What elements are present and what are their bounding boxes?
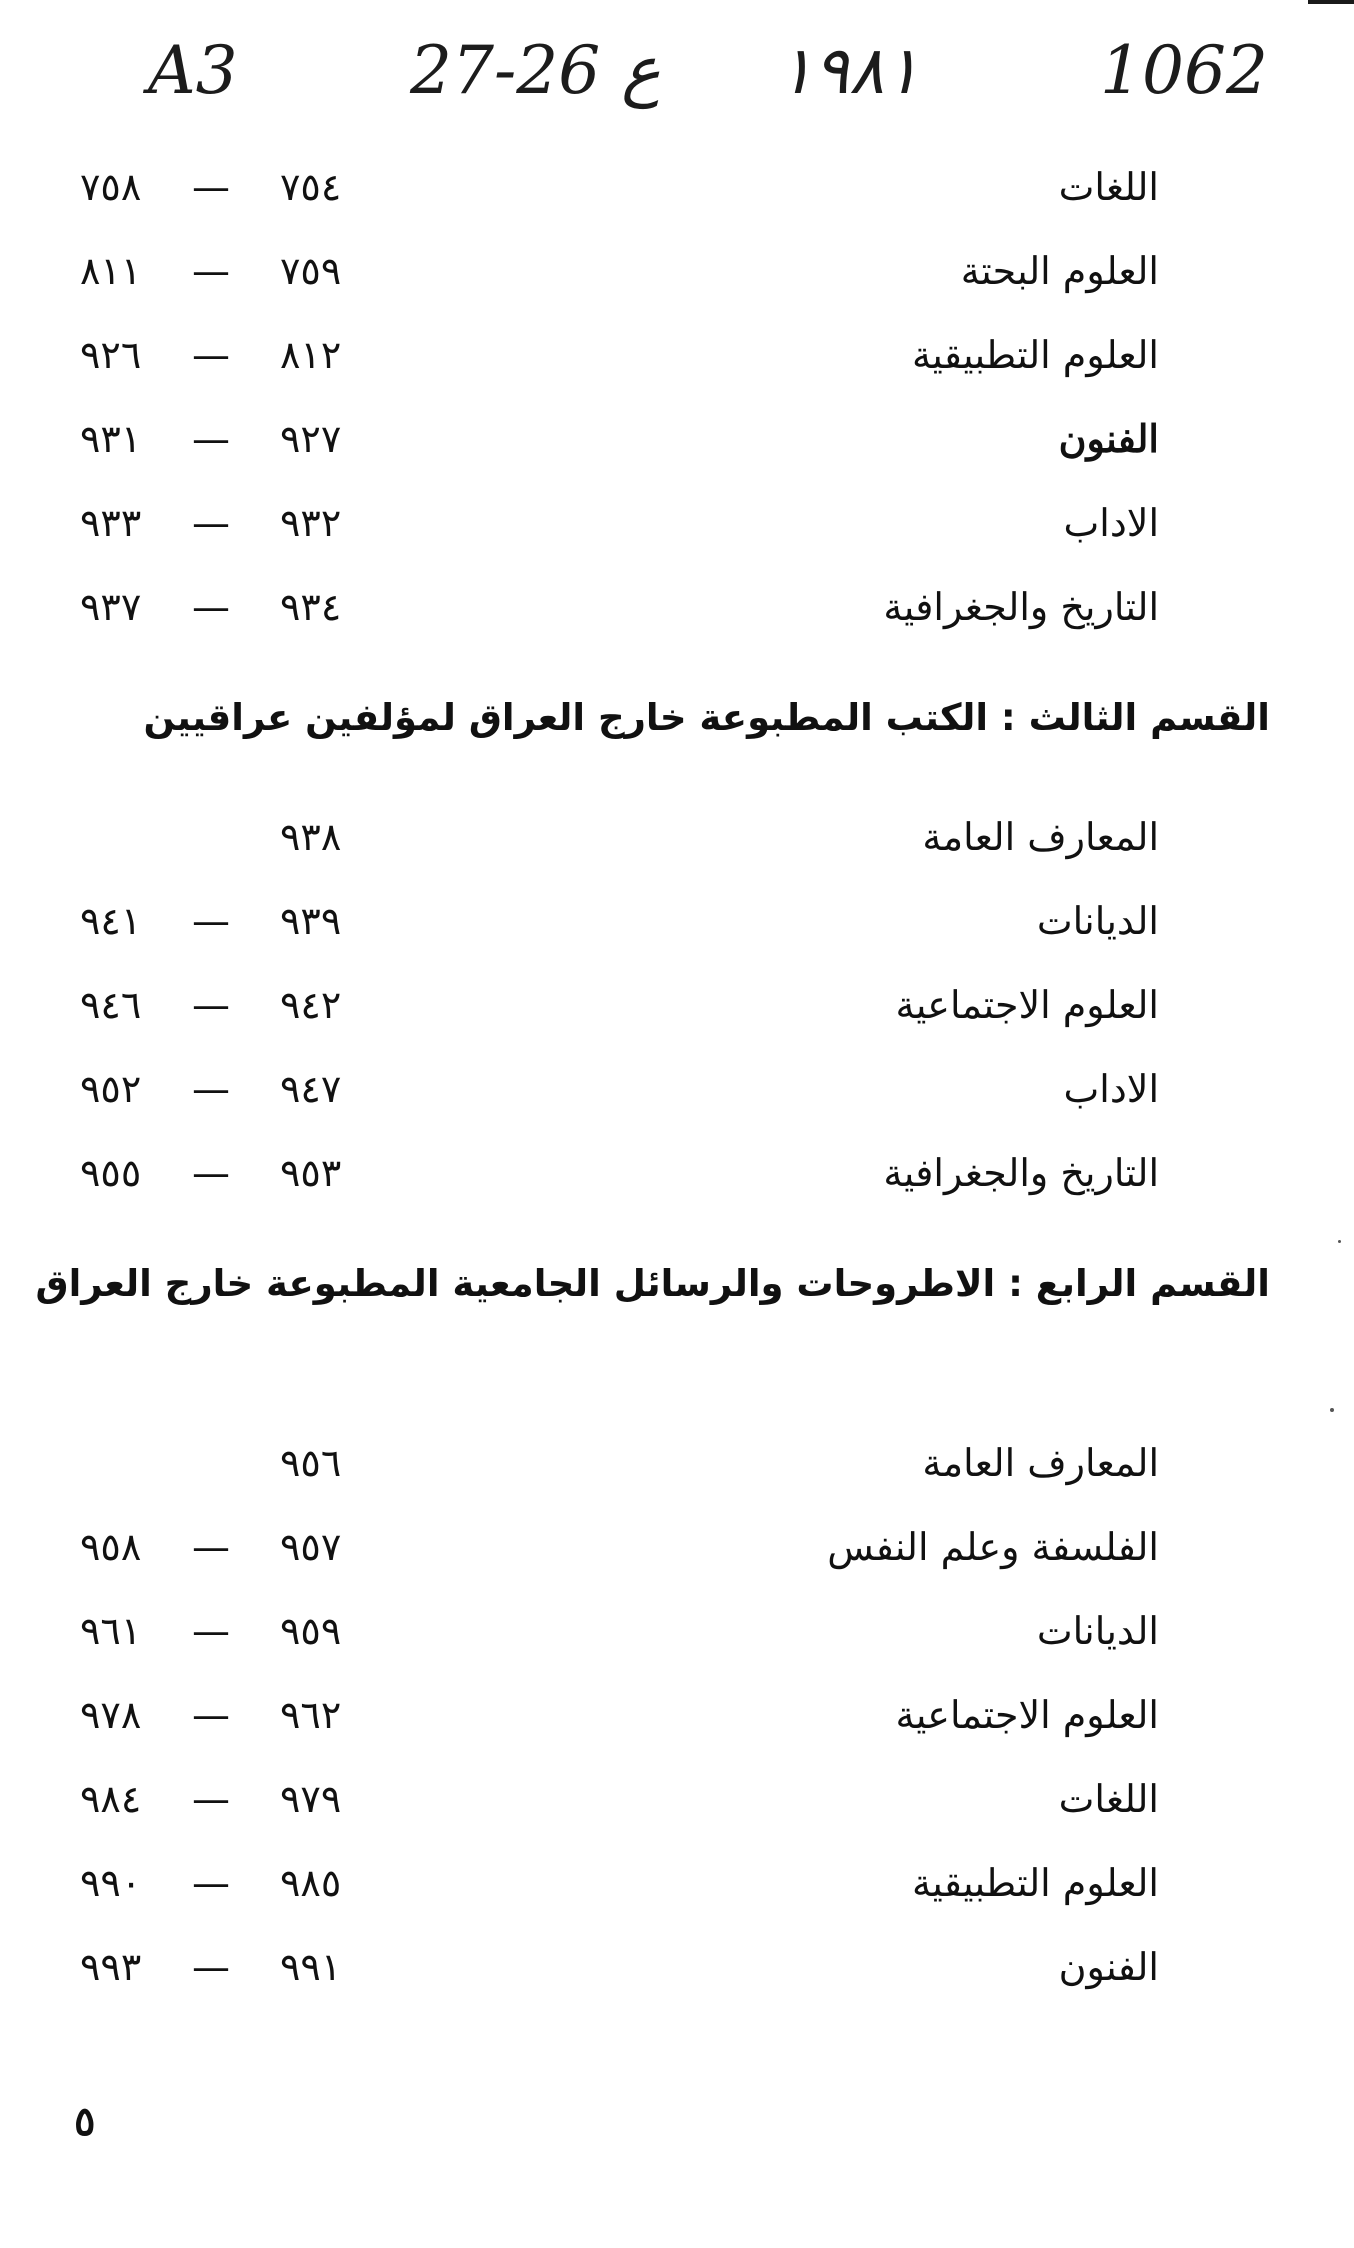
index-row bbox=[0, 1508, 1354, 1592]
range-end: ٩٩٠ bbox=[80, 1861, 142, 1905]
subject-label: العلوم التطبيقية bbox=[911, 333, 1159, 377]
section-4-list bbox=[0, 1424, 1354, 2012]
scan-speck bbox=[1330, 1408, 1334, 1412]
subject-label: العلوم البحتة bbox=[960, 249, 1159, 293]
range-dash: — bbox=[192, 1151, 230, 1195]
subject-label: العلوم الاجتماعية bbox=[895, 983, 1159, 1027]
range-start: ٩٣٨ bbox=[280, 815, 342, 859]
handwritten-number: 1062 bbox=[1100, 32, 1268, 109]
range-end: ٩٣٧ bbox=[80, 585, 142, 629]
range-end: ٩٥٨ bbox=[80, 1525, 142, 1569]
range-start: ٩٣٩ bbox=[280, 899, 342, 943]
number-range bbox=[80, 246, 380, 296]
page-number: ٥ bbox=[74, 2098, 96, 2145]
range-end: ٨١١ bbox=[80, 249, 142, 293]
range-dash: — bbox=[192, 1945, 230, 1989]
number-range bbox=[80, 1064, 380, 1114]
number-range bbox=[80, 896, 380, 946]
range-start: ٩٣٤ bbox=[280, 585, 342, 629]
index-row bbox=[0, 1592, 1354, 1676]
range-start: ٩٥٦ bbox=[280, 1441, 342, 1485]
number-range bbox=[80, 1690, 380, 1740]
range-start: ٩٨٥ bbox=[280, 1861, 342, 1905]
index-row bbox=[0, 484, 1354, 568]
section-3-heading: القسم الثالث : الكتب المطبوعة خارج العراق لمؤلفين عراقيين bbox=[143, 696, 1270, 739]
index-row bbox=[0, 316, 1354, 400]
range-dash: — bbox=[192, 983, 230, 1027]
subject-label: الديانات bbox=[1036, 1609, 1159, 1653]
number-range bbox=[80, 162, 380, 212]
number-range bbox=[80, 1522, 380, 1572]
subject-label: اللغات bbox=[1058, 1777, 1159, 1821]
range-start: ٩٤٢ bbox=[280, 983, 342, 1027]
range-end: ٩٤١ bbox=[80, 899, 142, 943]
index-row bbox=[0, 966, 1354, 1050]
subject-label: الفنون bbox=[1058, 1945, 1159, 1989]
handwritten-pages: 27-26 ع bbox=[410, 32, 661, 109]
range-start: ٧٥٤ bbox=[280, 165, 342, 209]
range-end: ٩٤٦ bbox=[80, 983, 142, 1027]
range-dash: — bbox=[192, 1693, 230, 1737]
range-start: ٩٦٢ bbox=[280, 1693, 342, 1737]
range-dash: — bbox=[192, 333, 230, 377]
subject-label: العلوم الاجتماعية bbox=[895, 1693, 1159, 1737]
handwritten-year: ١٩٨١ bbox=[778, 32, 920, 109]
range-start: ٩٧٩ bbox=[280, 1777, 342, 1821]
section-2-list bbox=[0, 148, 1354, 652]
number-range bbox=[80, 330, 380, 380]
index-row bbox=[0, 1676, 1354, 1760]
subject-label: المعارف العامة bbox=[922, 815, 1159, 859]
number-range bbox=[80, 1438, 380, 1488]
index-row bbox=[0, 1844, 1354, 1928]
range-end: ٩٥٥ bbox=[80, 1151, 142, 1195]
subject-label: التاريخ والجغرافية bbox=[883, 1151, 1159, 1195]
range-dash: — bbox=[192, 1861, 230, 1905]
index-row bbox=[0, 232, 1354, 316]
range-dash: — bbox=[192, 417, 230, 461]
section-4-heading: القسم الرابع : الاطروحات والرسائل الجامعية المطبوعة خارج العراق bbox=[35, 1262, 1270, 1305]
subject-label: اللغات bbox=[1058, 165, 1159, 209]
number-range bbox=[80, 1858, 380, 1908]
range-start: ٩٤٧ bbox=[280, 1067, 342, 1111]
index-content bbox=[0, 148, 1354, 2012]
range-start: ٩٢٧ bbox=[280, 417, 342, 461]
range-end: ٩٢٦ bbox=[80, 333, 142, 377]
range-start: ٧٥٩ bbox=[280, 249, 342, 293]
range-start: ٩٥٣ bbox=[280, 1151, 342, 1195]
range-dash: — bbox=[192, 1777, 230, 1821]
subject-label: الفلسفة وعلم النفس bbox=[827, 1525, 1159, 1569]
handwritten-annotation bbox=[0, 18, 1354, 128]
index-row bbox=[0, 1134, 1354, 1218]
number-range bbox=[80, 498, 380, 548]
number-range bbox=[80, 414, 380, 464]
subject-label: الاداب bbox=[1063, 1067, 1159, 1111]
range-end: ٩٧٨ bbox=[80, 1693, 142, 1737]
section-3-list bbox=[0, 798, 1354, 1218]
index-row bbox=[0, 400, 1354, 484]
index-row bbox=[0, 1050, 1354, 1134]
range-dash: — bbox=[192, 899, 230, 943]
range-end: ٩٦١ bbox=[80, 1609, 142, 1653]
subject-label: الاداب bbox=[1063, 501, 1159, 545]
subject-label: التاريخ والجغرافية bbox=[883, 585, 1159, 629]
index-row bbox=[0, 882, 1354, 966]
subject-label: المعارف العامة bbox=[922, 1441, 1159, 1485]
range-dash: — bbox=[192, 585, 230, 629]
number-range bbox=[80, 1148, 380, 1198]
number-range bbox=[80, 1942, 380, 1992]
number-range bbox=[80, 812, 380, 862]
range-start: ٨١٢ bbox=[280, 333, 342, 377]
range-end: ٩٩٣ bbox=[80, 1945, 142, 1989]
range-end: ٩٣١ bbox=[80, 417, 142, 461]
range-start: ٩٥٩ bbox=[280, 1609, 342, 1653]
range-dash: — bbox=[192, 165, 230, 209]
number-range bbox=[80, 582, 380, 632]
range-end: ٧٥٨ bbox=[80, 165, 142, 209]
index-row bbox=[0, 1424, 1354, 1508]
range-end: ٩٥٢ bbox=[80, 1067, 142, 1111]
range-dash: — bbox=[192, 501, 230, 545]
index-row bbox=[0, 798, 1354, 882]
index-row bbox=[0, 1928, 1354, 2012]
handwritten-code: A3 bbox=[148, 32, 238, 109]
corner-scan-mark bbox=[1308, 0, 1354, 14]
range-dash: — bbox=[192, 1609, 230, 1653]
range-end: ٩٨٤ bbox=[80, 1777, 142, 1821]
subject-label: العلوم التطبيقية bbox=[911, 1861, 1159, 1905]
range-start: ٩٥٧ bbox=[280, 1525, 342, 1569]
index-row bbox=[0, 1760, 1354, 1844]
index-row bbox=[0, 148, 1354, 232]
range-dash: — bbox=[192, 1067, 230, 1111]
index-row bbox=[0, 568, 1354, 652]
number-range bbox=[80, 1606, 380, 1656]
subject-label: الديانات bbox=[1036, 899, 1159, 943]
number-range bbox=[80, 1774, 380, 1824]
range-start: ٩٣٢ bbox=[280, 501, 342, 545]
range-dash: — bbox=[192, 249, 230, 293]
range-end: ٩٣٣ bbox=[80, 501, 142, 545]
range-start: ٩٩١ bbox=[280, 1945, 342, 1989]
number-range bbox=[80, 980, 380, 1030]
scan-speck bbox=[1338, 1240, 1341, 1243]
subject-label: الفنون bbox=[1058, 416, 1159, 461]
range-dash: — bbox=[192, 1525, 230, 1569]
